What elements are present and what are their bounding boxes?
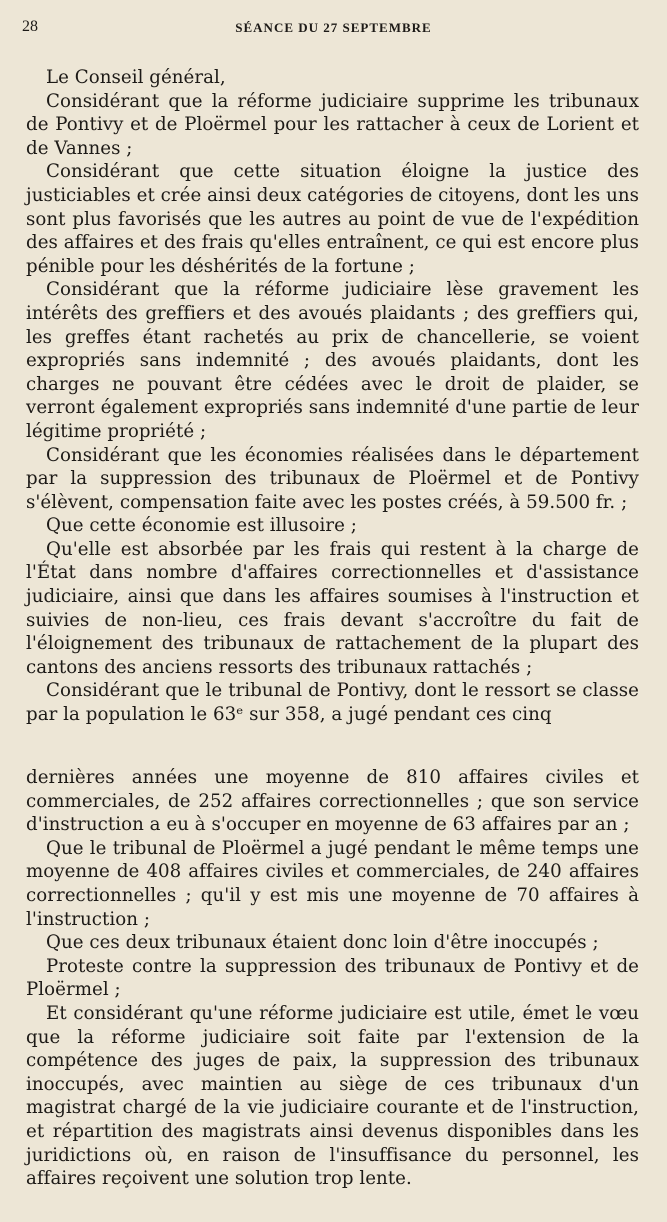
text-block-lower [26, 766, 639, 1191]
page-header [0, 18, 667, 38]
paragraph: Considérant que cette situation éloigne la justice des justiciables et crée ainsi deux catégories de citoyens, dont les uns sont plus favorisés que les autres au point de vue de l'expédition des affaires et des frais qu'elles entraînent, ce qui est encore plus pénible pour les déshérités de la fortune ; [26, 161, 639, 277]
paragraph: Que ces deux tribunaux étaient donc loin d'être inoccupés ; [46, 932, 599, 954]
column-break-gap [0, 740, 667, 766]
paragraph: Et considérant qu'une réforme judiciaire est utile, émet le vœu que la réforme judiciaire soit faite par l'extension de la compétence des juges de paix, la suppression des tribunaux inoccupés, avec maintien au siège de ces tribunaux d'un magistrat chargé de la vie judiciaire courante et de l'instruction, et répartition des magistrats ainsi devenus disponibles dans les juridictions où, en raison de l'insuffisance du personnel, les affaires reçoivent une solution trop lente. [26, 1002, 639, 1190]
paragraph: Que le tribunal de Ploërmel a jugé pendant le même temps une moyenne de 408 affaires civiles et commerciales, de 240 affaires correctionnelles ; qu'il y est mis une moyenne de 70 affaires à l'instruction ; [26, 837, 639, 930]
text-block-upper [26, 66, 639, 727]
paragraph: Qu'elle est absorbée par les frais qui restent à la charge de l'État dans nombre d'affaires correctionnelles et d'assistance judiciaire, ainsi que dans les affaires soumises à l'instruction et suivies de non-lieu, ces frais devant s'accroître du fait de l'éloignement des tribunaux de rattachement de la plupart des cantons des anciens ressorts des tribunaux rattachés ; [26, 538, 639, 678]
paragraph: Considérant que le tribunal de Pontivy, dont le ressort se classe par la population le 63ᵉ sur 358, a jugé pendant ces cinq [26, 680, 639, 726]
paragraph: Proteste contre la suppression des tribunaux de Pontivy et de Ploërmel ; [26, 955, 639, 1001]
paragraph: Considérant que la réforme judiciaire supprime les tribunaux de Pontivy et de Ploërmel pour les rattacher à ceux de Lorient et de Vannes ; [26, 90, 639, 159]
paragraph: Que cette économie est illusoire ; [46, 515, 357, 537]
paragraph: Considérant que les économies réalisées dans le département par la suppression des tribunaux de Ploërmel et de Pontivy s'élèvent, compensation faite avec les postes créés, à 59.500 fr. ; [26, 444, 639, 513]
paragraph-continued: dernières années une moyenne de 810 affaires civiles et commerciales, de 252 affaires correctionnelles ; que son service d'instruction a eu à s'occuper en moyenne de 63 affaires par an ; [26, 767, 639, 836]
running-head: SÉANCE DU 27 SEPTEMBRE [235, 20, 432, 35]
paragraph: Le Conseil général, [46, 67, 226, 88]
paragraph: Considérant que la réforme judiciaire lèse gravement les intérêts des greffiers et des avoués plaidants ; des greffiers qui, les greffes étant rachetés au prix de chancellerie, se voient expropriés sans indemnité ; des avoués plaidants, dont les charges ne pouvant être cédées avec le droit de plaider, se verront également expropriés sans indemnité d'une partie de leur légitime propriété ; [26, 279, 639, 442]
page-number: 28 [22, 18, 38, 35]
